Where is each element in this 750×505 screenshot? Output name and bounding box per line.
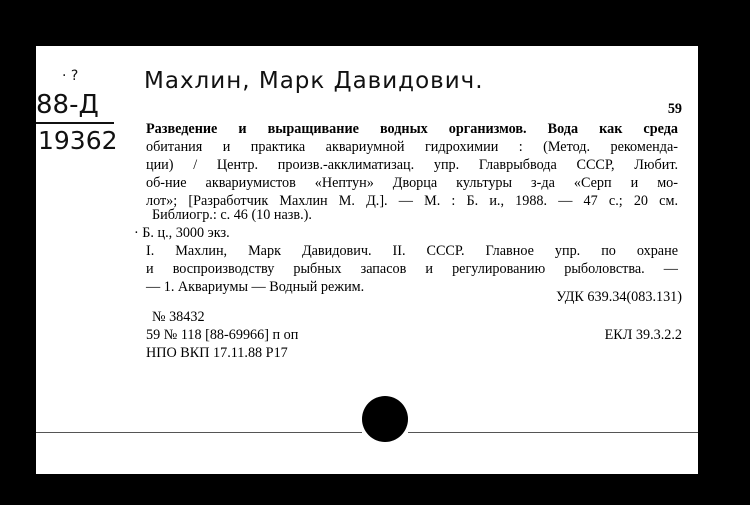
bottom-rule [36,432,362,433]
punch-hole [362,396,408,442]
title-line: об-ние аквариумистов «Нептун» Дворца культуры з-да «Серп и мо- [146,175,678,191]
book-chamber-line: НПО ВКП 17.11.88 Р17 [146,345,288,361]
subject-heading: — 1. Аквариумы — Водный режим. [146,279,365,295]
bibliography-note: Библиогр.: с. 46 (10 назв.). [152,207,312,223]
tracing-line: I. Махлин, Марк Давидович. II. СССР. Главное упр. по охране [146,243,678,259]
title-line: обитания и практика аквариумной гидрохимии : (Метод. рекоменда- [146,139,678,155]
tracings-block [146,242,678,278]
udc-code: УДК 639.34(083.131) [556,289,682,305]
bottom-rule [408,432,698,433]
card-number: 59 [667,101,682,117]
catalog-card [36,46,698,474]
handwritten-author: Махлин, Марк Давидович. [144,68,484,94]
title-line: ции) / Центр. произв.-акклиматизац. упр. Главрыбвода СССР, Любит. [146,157,678,173]
ekl-code: ЕКЛ 39.3.2.2 [604,327,682,343]
shelf-mark-bottom: 19362 [38,126,118,155]
top-pencil-mark: · ? [62,68,79,84]
order-line: 59 № 118 [88-69966] п оп [146,327,299,343]
title-line: лот»; [Разработчик Махлин М. Д.]. — М. : Б. и., 1988. — 47 с.; 20 см. [146,193,678,209]
shelf-mark-underline [36,122,114,124]
title-line: Разведение и выращивание водных организмов. Вода как среда [146,121,678,137]
description-block [146,120,678,210]
tracing-line: и воспроизводству рыбных запасов и регулированию рыболовства. — [146,261,678,277]
record-number: № 38432 [152,309,205,325]
price-note: · Б. ц., 3000 экз. [134,225,230,241]
shelf-mark-top: 88-Д [36,90,99,120]
